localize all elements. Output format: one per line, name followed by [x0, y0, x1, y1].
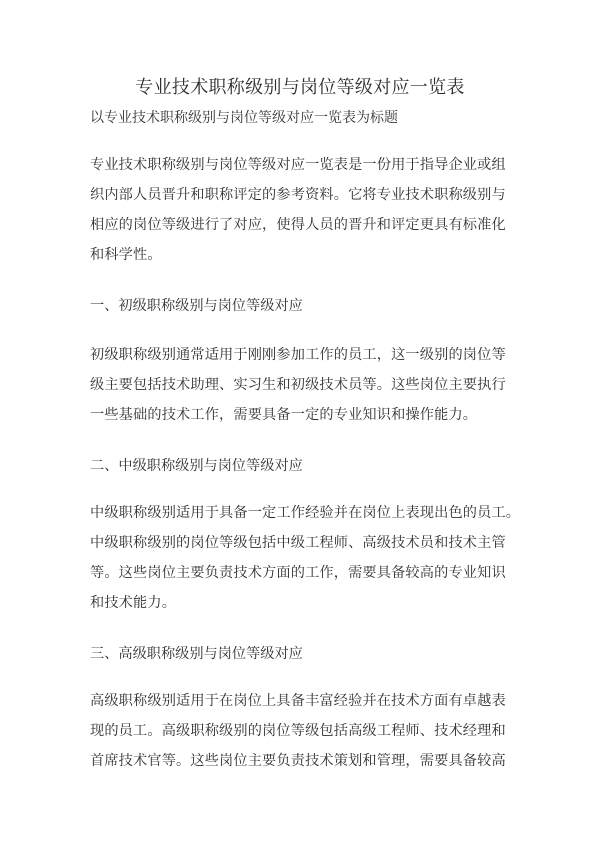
document-title: 专业技术职称级别与岗位等级对应一览表 — [135, 77, 465, 98]
paragraph-line: 高级职称级别适用于在岗位上具备丰富经验并在技术方面有卓越表 — [90, 693, 506, 709]
section-paragraph-junior — [90, 340, 520, 430]
section-heading-senior: 三、高级职称级别与岗位等级对应 — [90, 646, 303, 662]
paragraph-line: 级主要包括技术助理、实习生和初级技术员等。这些岗位主要执行 — [90, 377, 506, 393]
paragraph-line: 中级职称级别的岗位等级包括中级工程师、高级技术员和技术主管 — [90, 535, 506, 551]
paragraph-line: 和技术能力。 — [90, 595, 177, 611]
paragraph-line: 初级职称级别通常适用于刚刚参加工作的员工，这一级别的岗位等 — [90, 347, 506, 363]
section-heading-intermediate: 二、中级职称级别与岗位等级对应 — [90, 458, 303, 474]
paragraph-line: 专业技术职称级别与岗位等级对应一览表是一份用于指导企业或组 — [90, 157, 506, 173]
paragraph-line: 中级职称级别适用于具备一定工作经验并在岗位上表现出色的员工。 — [90, 505, 521, 521]
section-heading-junior: 一、初级职称级别与岗位等级对应 — [90, 298, 303, 314]
intro-paragraph — [90, 150, 520, 270]
paragraph-line: 相应的岗位等级进行了对应，使得人员的晋升和评定更具有标准化 — [90, 217, 506, 233]
paragraph-line: 现的员工。高级职称级别的岗位等级包括高级工程师、技术经理和 — [90, 723, 506, 739]
paragraph-line: 织内部人员晋升和职称评定的参考资料。它将专业技术职称级别与 — [90, 187, 506, 203]
paragraph-line: 一些基础的技术工作，需要具备一定的专业知识和操作能力。 — [90, 407, 478, 423]
paragraph-line: 和科学性。 — [90, 247, 162, 263]
section-paragraph-senior — [90, 686, 520, 776]
paragraph-line: 等。这些岗位主要负责技术方面的工作，需要具备较高的专业知识 — [90, 565, 506, 581]
paragraph-line: 首席技术官等。这些岗位主要负责技术策划和管理，需要具备较高 — [90, 753, 506, 769]
section-paragraph-intermediate — [90, 498, 520, 618]
document-subtitle: 以专业技术职称级别与岗位等级对应一览表为标题 — [90, 110, 398, 126]
